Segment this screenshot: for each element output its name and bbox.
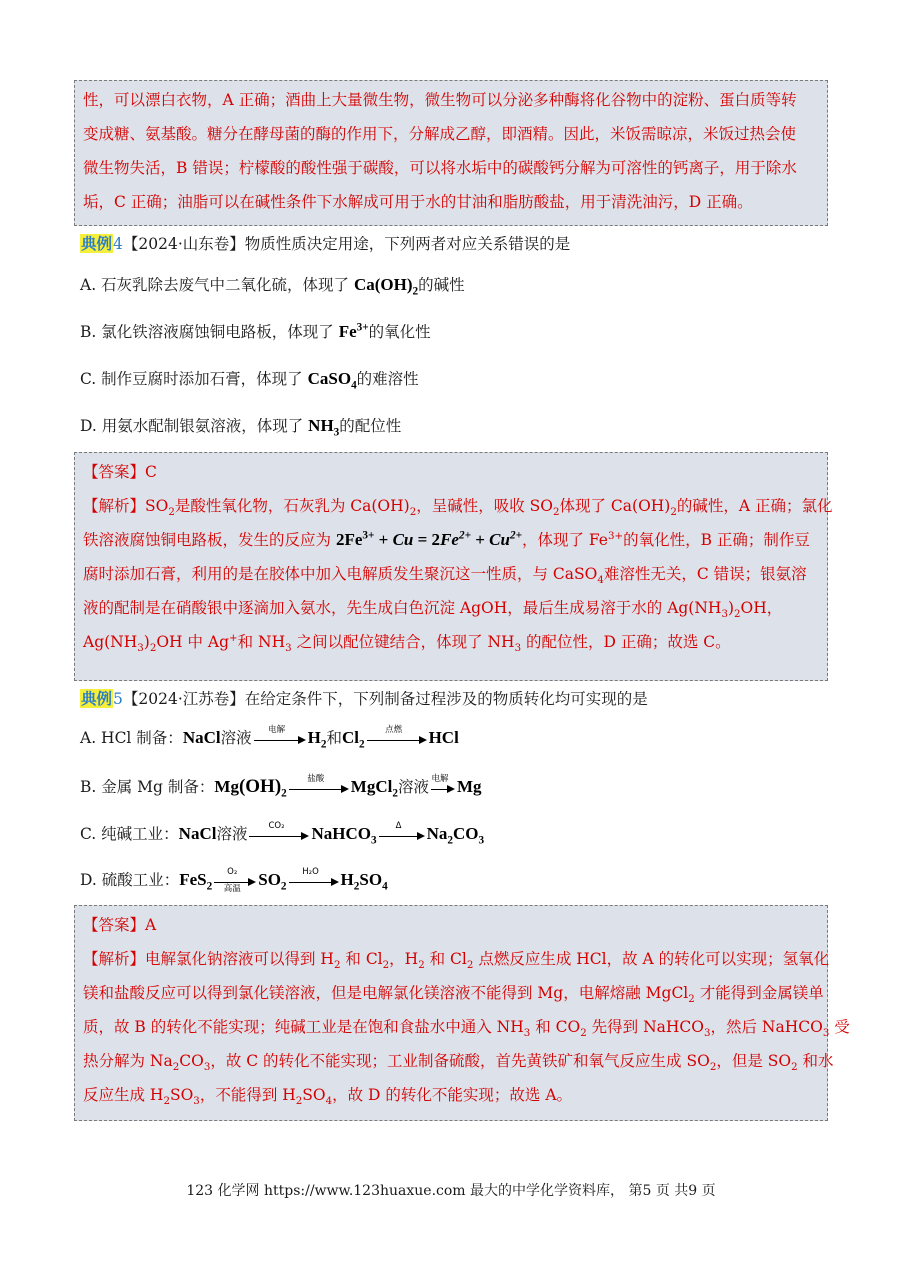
example-number: 5 — [113, 690, 123, 708]
reaction-arrow: O₂ 高温 — [214, 872, 256, 888]
option-c: C. 纯碱工业：NaCl溶液 CO₂ NaHCO$_3$ Δ $Na_2CO_3$ — [80, 821, 485, 847]
analysis-line: 【解析】$SO_2$是酸性氧化物，石灰乳为 $Ca(OH)_2$，呈碱性，吸收 $SO_2$体现了 $Ca(OH)_2$的碱性，A 正确；氯化 — [83, 497, 833, 519]
analysis-line: 腐时添加石膏，利用的是在胶体中加入电解质发生聚沉这一性质，与 CaSO$_4$难溶性无关，C 错误；银氨溶 — [83, 565, 807, 587]
option-c: C. 制作豆腐时添加石膏，体现了 CaSO$_4$的难溶性 — [80, 369, 419, 392]
option-a: A. 石灰乳除去废气中二氧化硫，体现了 $Ca(OH)_2$的碱性 — [80, 275, 465, 298]
formula: $NH_3$ — [308, 416, 340, 439]
example-tag: 典例 — [81, 689, 113, 708]
answer-box-4 — [74, 452, 833, 681]
analysis-line: 反应生成 $H_2SO_3$，不能得到 $H_2SO_4$，故 D 的转化不能实现；故选 A。 — [83, 1086, 573, 1108]
option-a: A. HCl 制备：NaCl溶液 电解 $H_2$和$Cl_2$ 点燃 HCl — [80, 725, 459, 751]
analysis-line: 镁和盐酸反应可以得到氯化镁溶液，但是电解氯化镁溶液不能得到 Mg，电解熔融 MgCl$_2$ 才能得到金属镁单 — [83, 984, 824, 1006]
reaction-arrow: Δ — [379, 826, 425, 842]
example-4-stem — [80, 232, 570, 254]
reaction-arrow: H₂O — [289, 872, 339, 888]
answer-label: 【答案】A — [83, 916, 157, 934]
formula: $Ca(OH)_2$ — [353, 275, 419, 298]
example-number: 4 — [113, 235, 123, 253]
answer-box-5 — [74, 905, 850, 1121]
analysis-line: 垢，C 正确；油脂可以在碱性条件下水解成可用于水的甘油和脂肪酸盐，用于清洗油污，D 正确。 — [83, 193, 753, 211]
analysis-line: 性，可以漂白衣物，A 正确；酒曲上大量微生物，微生物可以分泌多种酶将化谷物中的淀粉、蛋白质等转 — [83, 91, 797, 109]
analysis-line: 微生物失活，B 错误；柠檬酸的酸性强于碳酸，可以将水垢中的碳酸钙分解为可溶性的钙离子，用于除水 — [83, 159, 797, 177]
option-b: B. 金属 Mg 制备：$Mg(OH)_2$ 盐酸 MgCl$_2$溶液 电解 Mg — [80, 774, 482, 800]
answer-label: 【答案】C — [83, 463, 157, 481]
reaction-arrow: 盐酸 — [289, 779, 349, 795]
analysis-box-prev — [74, 80, 828, 226]
analysis-line: 变成糖、氨基酸。糖分在酵母菌的酶的作用下，分解成乙醇，即酒精。因此，米饭需晾凉，米饭过热会使 — [83, 125, 797, 143]
option-b: B. 氯化铁溶液腐蚀铜电路板，体现了 $Fe^{3+}$的氧化性 — [80, 321, 431, 341]
analysis-line: 铁溶液腐蚀铜电路板，发生的反应为 $2Fe^{3+} + Cu = 2Fe^{2+} + Cu^{2+}$，体现了 $Fe^{3+}$的氧化性，B 正确；制作豆 — [83, 529, 810, 549]
analysis-line: 液的配制是在硝酸银中逐滴加入氨水，先生成白色沉淀 AgOH，最后生成易溶于水的 $Ag(NH_3)_2OH$， — [83, 599, 783, 621]
reaction-arrow: 点燃 — [367, 730, 427, 746]
option-d: D. 用氨水配制银氨溶液，体现了 $NH_3$的配位性 — [80, 416, 402, 439]
analysis-line: 【解析】电解氯化钠溶液可以得到 $H_2$ 和 $Cl_2$，$H_2$ 和 $Cl_2$ 点燃反应生成 HCl，故 A 的转化可以实现；氢氧化 — [83, 950, 830, 972]
reaction-arrow: 电解 — [431, 779, 455, 795]
question-stem: 【2024·江苏卷】在给定条件下，下列制备过程涉及的物质转化均可实现的是 — [122, 690, 648, 708]
formula: CaSO$_4$ — [307, 369, 357, 392]
reaction-arrow: 电解 — [254, 730, 306, 746]
example-tag: 典例 — [81, 234, 113, 253]
example-5-stem — [80, 687, 648, 709]
analysis-line: 质，故 B 的转化不能实现；纯碱工业是在饱和食盐水中通入 $NH_3$ 和 $CO_2$ 先得到 NaHCO$_3$，然后 NaHCO$_3$ 受 — [83, 1018, 850, 1040]
analysis-line: $Ag(NH_3)_2OH$ 中 Ag+和 $NH_3$ 之间以配位键结合，体现了 $NH_3$ 的配位性，D 正确；故选 C。 — [83, 632, 731, 655]
option-d: D. 硫酸工业：FeS$_2$ O₂ 高温 $SO_2$ H₂O $H_2SO_4$ — [80, 867, 388, 894]
analysis-line: 热分解为 $Na_2CO_3$，故 C 的转化不能实现；工业制备硫酸，首先黄铁矿和氧气反应生成 $SO_2$，但是 $SO_2$ 和水 — [83, 1052, 834, 1074]
equation: $2Fe^{3+}$ + — [335, 529, 393, 549]
formula: $Fe^{3+}$ — [338, 321, 369, 341]
question-stem: 【2024·山东卷】物质性质决定用途，下列两者对应关系错误的是 — [122, 235, 571, 253]
reaction-arrow: CO₂ — [249, 826, 309, 842]
page-footer: 123 化学网 https://www.123huaxue.com 最大的中学化学资料库， 第5 页 共9 页 — [186, 1183, 716, 1199]
